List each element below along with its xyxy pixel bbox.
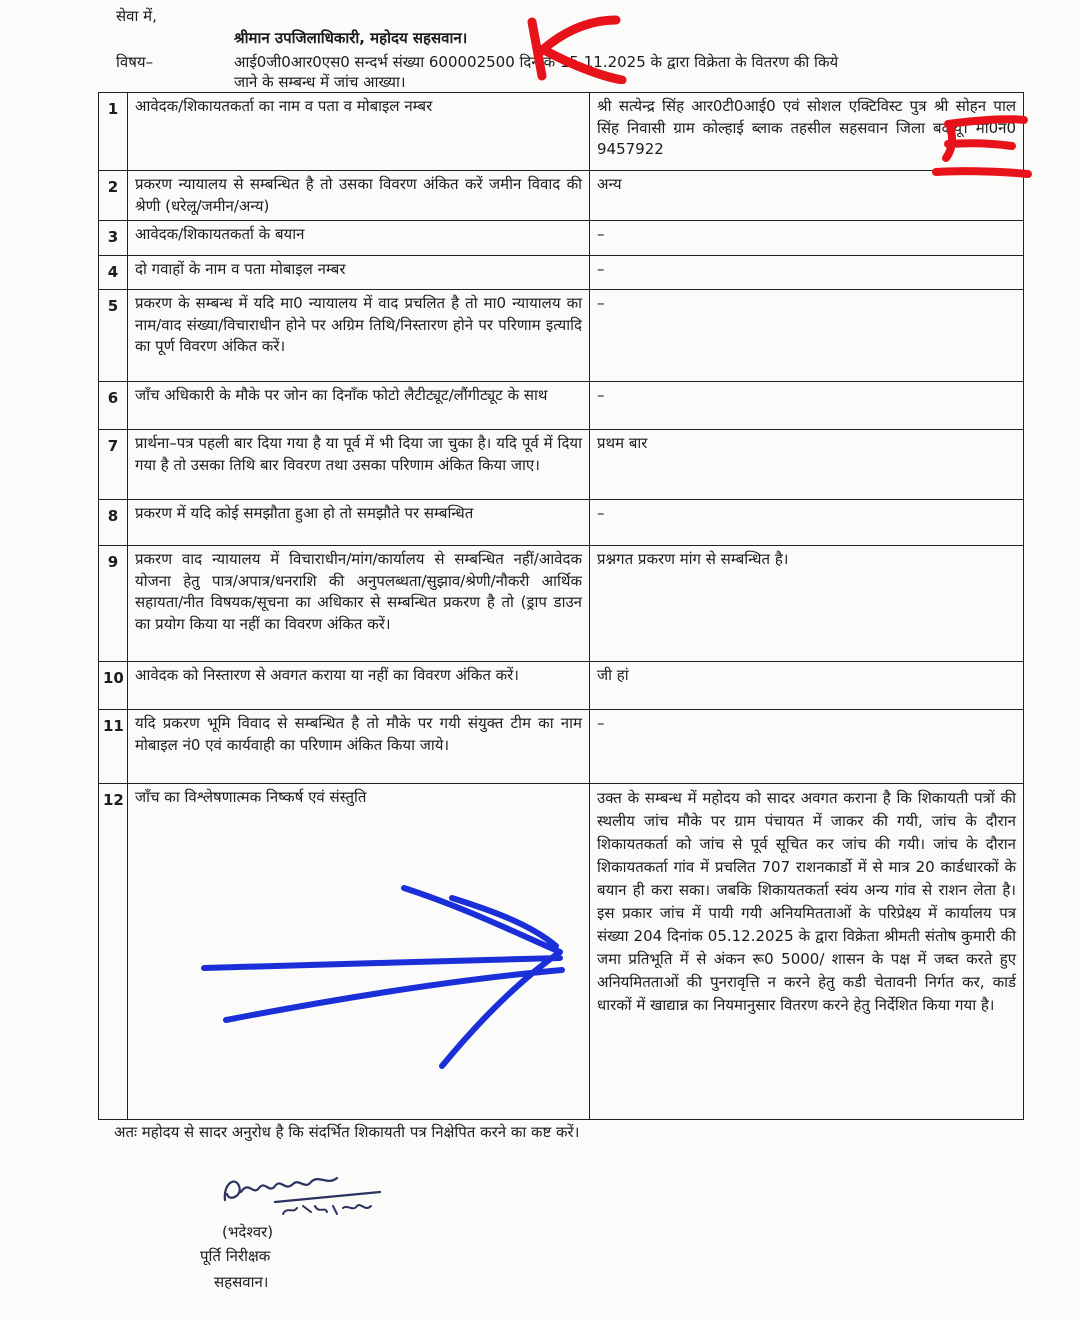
row-number: 10 <box>99 662 128 710</box>
row-answer: उक्त के सम्बन्ध में महोदय को सादर अवगत कराना है कि शिकायती पत्रों की स्थलीय जांच मौके पर ग्राम पंचायत में जाकर की गयी, जांच के दौरान शिकायतकर्ता को जांच से पूर्व सूचित कर जांच की गयी। जांच के दौरान शिकायतकर्ता गांव में प्रचलित 707 राशनकार्डो में से मात्र 20 कार्डधारकों के बयान ही करा सका। जबकि शिकायतकर्ता स्वंय अन्य गांव से राशन लेता है। इस प्रकार जांच में पायी गयी अनियमितताओं के परिप्रेक्ष्य में कार्यालय पत्र संख्या 204 दिनांक 05.12.2025 के द्वारा विक्रेता श्रीमती संतोष कुमारी की जमा प्रतिभूति में से अंकन रू0 5000/ शासन के पक्ष में जब्त करते हुए अनियमितताओं की पुनरावृत्ति न करने हेतु कडी चेतावनी निर्गत कर, कार्ड धारकों में खाद्यान्न का नियमानुसार वितरण करने हेतु निर्देशित किया गया है। <box>590 784 1024 1120</box>
red-redaction-mark-top <box>520 14 630 84</box>
table-row <box>99 93 1024 171</box>
row-answer: प्रथम बार <box>590 430 1024 500</box>
row-answer: – <box>590 255 1024 290</box>
row-question: दो गवाहों के नाम व पता मोबाइल नम्बर <box>128 255 590 290</box>
row-question: प्रार्थना–पत्र पहली बार दिया गया है या पूर्व में भी दिया जा चुका है। यदि पूर्व में दिया गया है तो उसका तिथि बार विवरण तथा उसका परिणाम अंकित किया जाए। <box>128 430 590 500</box>
row-number: 6 <box>99 382 128 430</box>
row-number: 4 <box>99 255 128 290</box>
row-number: 7 <box>99 430 128 500</box>
row-number: 11 <box>99 710 128 784</box>
subject-line-2: जाने के सम्बन्ध में जांच आख्या। <box>234 73 406 91</box>
row-number: 1 <box>99 93 128 171</box>
row-question: आवेदक/शिकायतकर्ता के बयान <box>128 221 590 256</box>
table-row <box>99 171 1024 221</box>
table-row <box>99 500 1024 546</box>
row-answer: – <box>590 382 1024 430</box>
row-number: 3 <box>99 221 128 256</box>
salutation: सेवा में, <box>116 7 157 25</box>
row-question: जाँच अधिकारी के मौके पर जोन का दिनाँक फोटो लैटीट्यूट/लौंगीट्यूट के साथ <box>128 382 590 430</box>
row-answer: अन्य <box>590 171 1024 221</box>
row-number: 2 <box>99 171 128 221</box>
table-row <box>99 430 1024 500</box>
row-answer: श्री सत्येन्द्र सिंह आर0टी0आई0 एवं सोशल एक्टिविस्ट पुत्र श्री सोहन पाल सिंह निवासी ग्राम कोल्हाई ब्लाक तहसील सहसवान जिला बदायूँ। मो0नं0 9457922 <box>590 93 1024 171</box>
row-answer: प्रश्नगत प्रकरण मांग से सम्बन्धित है। <box>590 546 1024 662</box>
red-redaction-mark-phone <box>928 110 1038 190</box>
closing-request: अतः महोदय से सादर अनुरोध है कि संदर्भित शिकायती पत्र निक्षेपित करने का कष्ट करें। <box>114 1123 580 1141</box>
subject-label: विषय– <box>116 53 154 71</box>
row-answer: – <box>590 290 1024 382</box>
row-question: यदि प्रकरण भूमि विवाद से सम्बन्धित है तो मौके पर गयी संयुक्त टीम का नाम मोबाइल नं0 एवं कार्यवाही का परिणाम अंकित किया जाये। <box>128 710 590 784</box>
row-answer: – <box>590 221 1024 256</box>
table-row <box>99 221 1024 256</box>
table-row <box>99 546 1024 662</box>
row-question: प्रकरण में यदि कोई समझौता हुआ हो तो समझौते पर सम्बन्धित <box>128 500 590 546</box>
subject-line-1: आई0जी0आर0एस0 सन्दर्भ संख्या 600002500 दिनांक 15.11.2025 के द्वारा विक्रेता के वितरण की किये <box>234 53 839 71</box>
row-question: प्रकरण वाद न्यायालय में विचाराधीन/मांग/कार्यालय से सम्बन्धित नहीं/आवेदक योजना हेतु पात्र/अपात्र/धनराशि की अनुपलब्धता/सुझाव/श्रेणी/नौकरी आर्थिक सहायता/नीत विषयक/सूचना का अधिकार से सम्बन्धित प्रकरण है तो (ड्राप डाउन का प्रयोग किया या नहीं का विवरण अंकित करें। <box>128 546 590 662</box>
signatory-place: सहसवान। <box>214 1273 269 1291</box>
table-row <box>99 710 1024 784</box>
row-answer: – <box>590 500 1024 546</box>
table-row <box>99 255 1024 290</box>
row-number: 9 <box>99 546 128 662</box>
row-question: आवेदक को निस्तारण से अवगत कराया या नहीं का विवरण अंकित करें। <box>128 662 590 710</box>
handwritten-signature <box>215 1162 390 1222</box>
signatory-designation: पूर्ति निरीक्षक <box>200 1247 271 1265</box>
row-question: जाँच का विश्लेषणात्मक निष्कर्ष एवं संस्तुति <box>128 784 590 1120</box>
row-question: प्रकरण के सम्बन्ध में यदि मा0 न्यायालय में वाद प्रचलित है तो मा0 न्यायालय का नाम/वाद संख्या/विचाराधीन होने पर अग्रिम तिथि/निस्तारण होने पर परिणाम इत्यादि का पूर्ण विवरण अंकित करें। <box>128 290 590 382</box>
row-answer: – <box>590 710 1024 784</box>
blue-arrow-annotation <box>190 870 580 1080</box>
addressee: श्रीमान उपजिलाधिकारी, महोदय सहसवान। <box>234 29 468 47</box>
row-question: आवेदक/शिकायतकर्ता का नाम व पता व मोबाइल नम्बर <box>128 93 590 171</box>
table-row <box>99 662 1024 710</box>
row-number: 12 <box>99 784 128 1120</box>
signatory-name: (भदेश्वर) <box>222 1223 274 1241</box>
row-number: 8 <box>99 500 128 546</box>
row-answer: जी हां <box>590 662 1024 710</box>
row-question: प्रकरण न्यायालय से सम्बन्धित है तो उसका विवरण अंकित करें जमीन विवाद की श्रेणी (धरेलू/जमीन/अन्य) <box>128 171 590 221</box>
table-row <box>99 290 1024 382</box>
table-row <box>99 382 1024 430</box>
row-number: 5 <box>99 290 128 382</box>
